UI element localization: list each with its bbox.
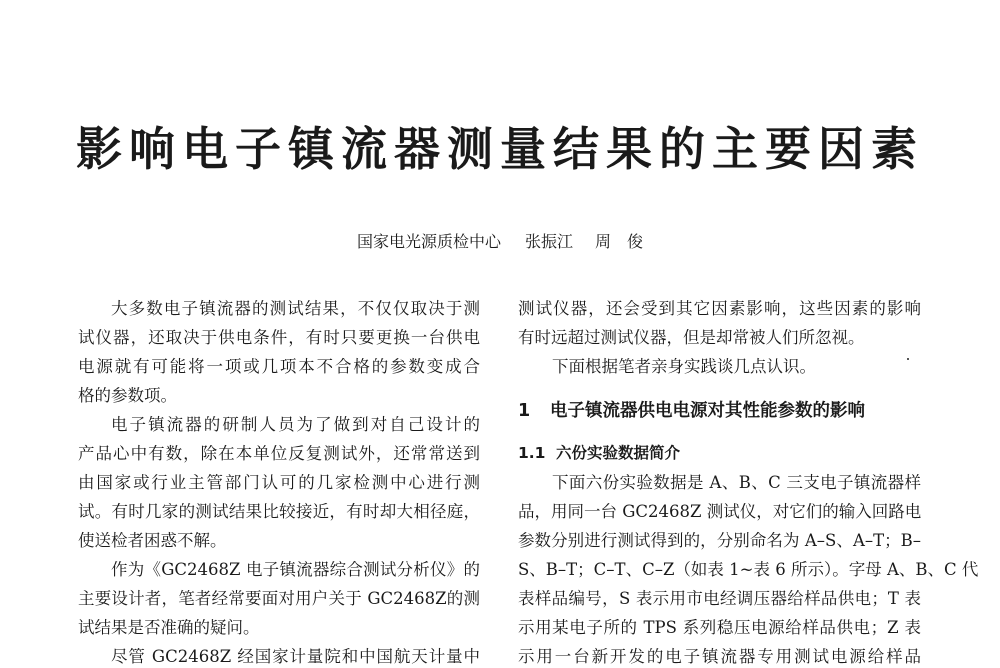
body-text-line: 示用一台新开发的电子镇流器专用测试电源给样品 bbox=[518, 647, 921, 666]
body-text-line: 表样品编号，S 表示用市电经调压器给样品供电；T 表 bbox=[518, 589, 921, 608]
body-text-line: 由国家或行业主管部门认可的几家检测中心进行测 bbox=[78, 473, 480, 492]
body-text-line: 尽管 GC2468Z 经国家计量院和中国航天计量中 bbox=[111, 647, 480, 666]
body-text-line: 品，用同一台 GC2468Z 测试仪，对它们的输入回路电 bbox=[518, 502, 922, 521]
body-text-line: 试。有时几家的测试结果比较接近，有时却大相径庭， bbox=[78, 502, 480, 521]
section-heading bbox=[518, 398, 938, 424]
body-text-line: 试仪器，还取决于供电条件，有时只要更换一台供电 bbox=[78, 328, 480, 347]
body-text-line: 主要设计者，笔者经常要面对用户关于 GC2468Z的测 bbox=[78, 589, 480, 608]
scan-speck bbox=[907, 358, 909, 360]
body-text-line: 测试仪器，还会受到其它因素影响，这些因素的影响 bbox=[518, 299, 921, 318]
body-text-line: 使送检者困惑不解。 bbox=[78, 531, 227, 550]
body-text-line: 参数分别进行测试得到的，分别命名为 A–S、A–T；B– bbox=[518, 531, 921, 550]
body-text-line: 试结果是否准确的疑问。 bbox=[78, 618, 260, 637]
section-number: 1 bbox=[518, 401, 531, 421]
subsection-number: 1.1 bbox=[518, 444, 546, 462]
subsection-title: 六份实验数据简介 bbox=[556, 444, 681, 462]
body-text-line: 电源就有可能将一项或几项本不合格的参数变成合 bbox=[78, 357, 480, 376]
body-text-line: 大多数电子镇流器的测试结果，不仅仅取决于测 bbox=[111, 299, 480, 318]
byline bbox=[0, 231, 1000, 253]
body-text-line: 产品心中有数，除在本单位反复测试外，还常常送到 bbox=[78, 444, 480, 463]
body-text-line: S、B–T；C–T、C–Z（如表 1~表 6 所示）。字母 A、B、C 代 bbox=[518, 560, 979, 579]
page-title: 影响电子镇流器测量结果的主要因素 bbox=[76, 122, 924, 176]
section-title: 电子镇流器供电电源对其性能参数的影响 bbox=[550, 401, 865, 421]
body-text-line: 格的参数项。 bbox=[78, 386, 177, 405]
subsection-heading bbox=[518, 442, 938, 464]
body-text-line: 有时远超过测试仪器，但是却常被人们所忽视。 bbox=[518, 328, 865, 347]
author-name: 张振江 bbox=[524, 232, 573, 251]
body-text-line: 作为《GC2468Z 电子镇流器综合测试分析仪》的 bbox=[111, 560, 480, 579]
author-name: 周 俊 bbox=[595, 232, 644, 251]
author-organization: 国家电光源质检中心 bbox=[356, 232, 501, 251]
body-text-line: 下面六份实验数据是 A、B、C 三支电子镇流器样 bbox=[552, 473, 921, 492]
body-text-line: 下面根据笔者亲身实践谈几点认识。 bbox=[552, 357, 816, 376]
body-text-line: 电子镇流器的研制人员为了做到对自己设计的 bbox=[111, 415, 480, 434]
body-text-line: 示用某电子所的 TPS 系列稳压电源给样品供电；Z 表 bbox=[518, 618, 921, 637]
